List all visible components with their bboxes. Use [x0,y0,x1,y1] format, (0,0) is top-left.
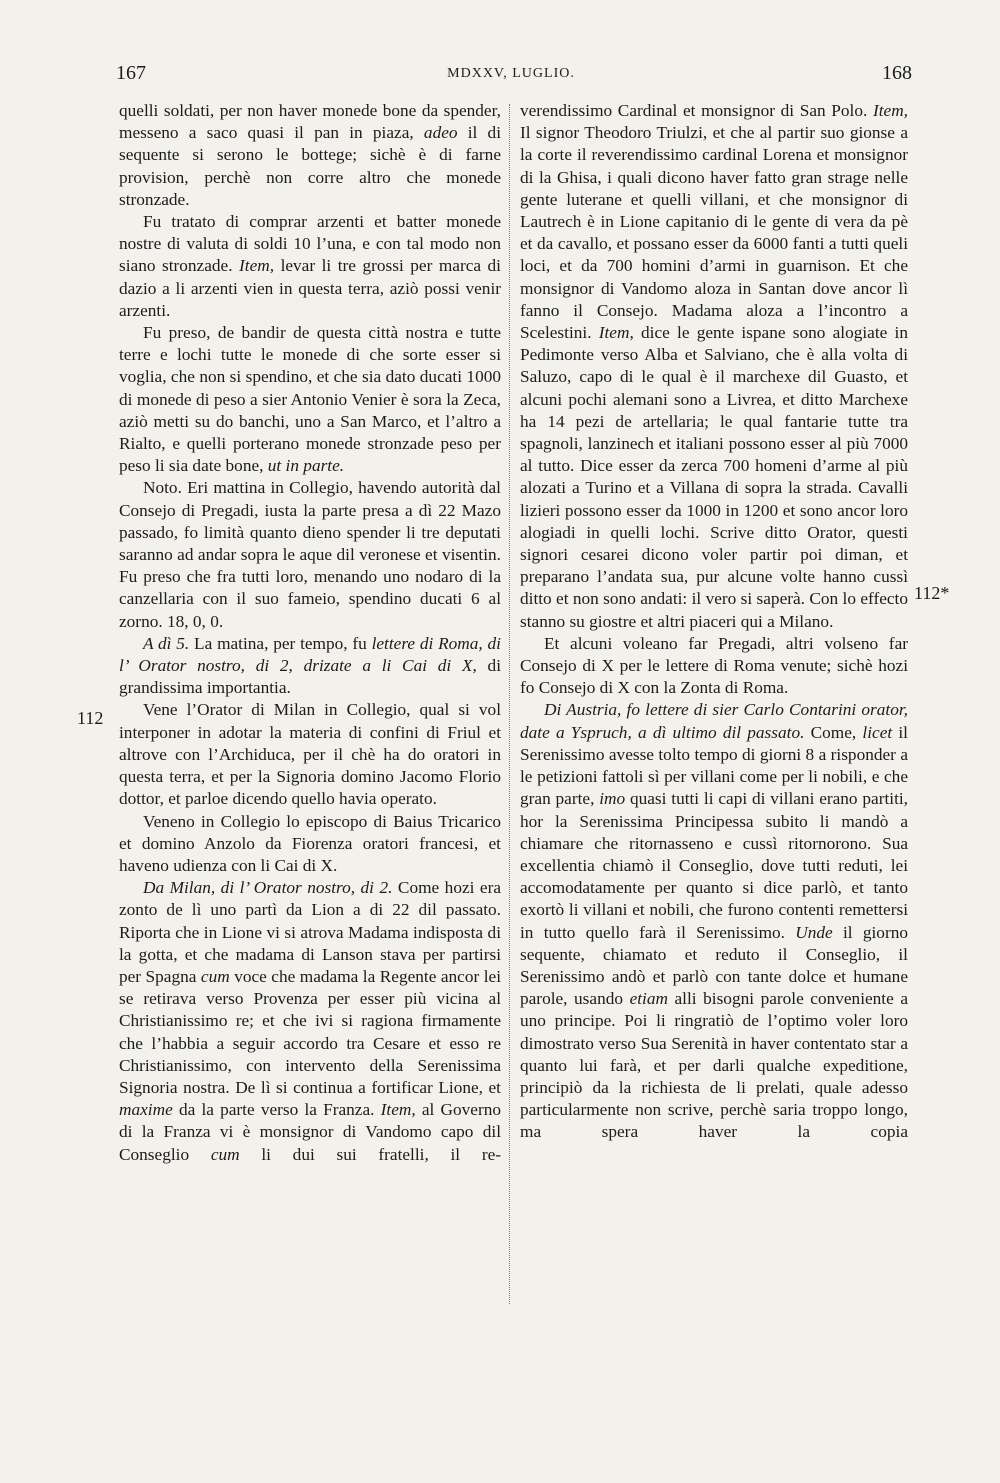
text-run: Noto. Eri mattina in Collegio, havendo autorità dal Consejo di Pregadi, iusta la parte presa a dì 22 Mazo passado, fo limità quanto dieno spender li tre deputati saranno ad andar sopra le aque dil veronese et visentin. Fu preso che fra tutti loro, menando uno nodaro di la canzellaria con il suo fameio, spendino ducati 6 al zorno. 18, 0, 0. [119,478,501,631]
paragraph [520,100,908,633]
italic-text: cum [210,1144,240,1164]
italic-text: cum [200,966,230,986]
text-run: di grandissima importantia. [119,656,501,698]
paragraph [119,322,501,477]
text-run: il giorno sequente, chiamato et reduto il Conseglio, il Serenissimo andò et parlò con tante dolce et humane parole, usando [520,922,908,1009]
italic-text: Di Austria, fo lettere di sier Carlo Contarini orator, date a Yspruch, a dì ultimo dil passato. [520,700,908,742]
italic-text: Item, [380,1100,416,1120]
text-run: il Serenissimo avesse tolto tempo di giorni 8 a risponder a le petizioni fattoli sì per villani come per li nobili, e che gran parte, [520,722,908,809]
text-run: Come, [804,722,863,742]
italic-text: Item, [598,323,634,343]
paragraph [119,477,501,632]
italic-text: lettere di Roma, di l’ Orator nostro, di 2, drizate a li Cai di X, [119,633,501,676]
text-run: Il signor Theodoro Triulzi, et che al partir suo gionse a la corte il reverendissimo cardinal Lorena et monsignor di la Ghisa, i quali dicono haver fatto gran strage nelle gente luterane et quelli villani, et che monsignor di Lautrech è in Lione capitanio di le gente di vera da pè et da cavallo, et possano esser da 6000 fanti a tutti queli loci, et da 700 homini d’armi in guarnison. Et che monsignor di Vandomo aloza in Santan dove ancor lì fanno il Consejo. Madama aloza a l’incontro a Scelestini. [520,123,908,343]
text-run: voce che madama la Regente ancor lei se retirava verso Provenza per esser più vicina al Christianissimo re; et che ivi si ragiona firmamente che l’habbia a seguir accordo tra Cesare et esso re Christianissimo, con intervento della Serenissima Signoria nostra. De lì si continua a fortificar Lione, et [119,966,501,1097]
text-run: Come hozi era zonto de lì uno partì da Lion a di 22 dil passato. Riporta che in Lione vi si atrova Madama indisposta di la gotta, et che madama di Lanson stava per partirsi per Spagna [119,878,502,986]
text-run: da la parte verso la Franza. [172,1100,381,1120]
text-run: quelli soldati, per non haver monede bone da spender, messeno a saco quasi il pan in piaza, [119,101,501,143]
text-run: levar li tre grossi per marca di dazio a li arzenti vien in questa terra, aziò possi venir arzenti. [119,256,501,320]
text-run: La matina, per tempo, fu [189,633,372,653]
italic-text: Da Milan, di l’ Orator nostro, di 2. [143,878,393,898]
paragraph [520,699,908,1143]
paragraph [119,877,501,1166]
italic-text: Item, [872,101,908,120]
paragraph [119,100,501,211]
italic-text: licet [862,722,893,742]
text-run: Et alcuni voleano far Pregadi, altri volseno far Consejo di X per le lettere di Roma venute; sichè hozi fo Consejo di X con la Zonta di Roma. [520,633,908,698]
column-divider [509,104,511,1304]
text-run: Vene l’Orator di Milan in Collegio, qual si vol interponer in adotar la materia di confini di Friul et altrove con l’Archiduca, per il chè ha do oratori in questa terra, et per la Signoria domino Jacomo Florio dottor, et parloe dicendo quello havia operato. [119,700,501,809]
text-run: Veneno in Collegio lo episcopo di Baius Tricarico et domino Anzolo da Fiorenza oratori francesi, et haveno udienza con li Cai di X. [119,811,501,875]
text-run: verendissimo Cardinal et monsignor di San Polo. [520,101,873,120]
italic-text: A dì 5. [143,633,190,653]
text-run: dice le gente ispane sono alogiate in Pedimonte verso Alba et Salviano, che è alla volta di Saluzo, capo di le qual è il marchexe dil Guasto, et alcuni pochi alemani sono a Livrea, et ditto Marchexe ha 14 pezi de artellaria; le qual fantarie tutte tra spagnoli, lanzinech et italiani possono esser al più 7000 al tutto. Dice esser da zerca 700 homeni d’arme al più alozati a Turino et a Villana di sopra la strada. Cavalli lizieri possono esser da 1000 in 1200 et sono ancor loro alogiadi in quelli lochi. Scrive ditto Orator, questi signori cesarei dicono voler partir poi diman, et preparano l’andata sua, pur alcune volte hanno cussì ditto et non sono andati: il vero si saperà. Con lo effecto stanno su giostre et altri piaceri qui a Milano. [520,323,908,631]
text-run: li dui sui fratelli, il re- [239,1144,501,1164]
running-title: MDXXV, LUGLIO. [447,66,575,81]
italic-text: Unde [795,922,833,942]
text-run: al Governo di la Franza vi è monsignor di Vandomo capo dil Conseglio [119,1100,501,1164]
left-column [119,100,501,1166]
italic-text: ut in parte. [267,456,345,476]
paragraph [119,211,501,322]
italic-text: Item, [239,256,275,276]
text-run: Fu preso, de bandir de questa città nostra e tutte terre e lochi tutte le monede di che sorte esser si voglia, che non si spendino, et che sia dato ducati 1000 di monede di peso a sier Antonio Venier è sora la Zeca, aziò metti su do banchi, uno a San Marco, et l’altro a Rialto, e quelli porterano monede stronzade peso per peso li sia date bone, [119,323,501,476]
text-run: alli bisogni parole conveniente a uno principe. Poi li ringratiò de l’optimo voler loro dimostrato verso Sua Serenità in haver contentato star a quanto lui farà, et per darli qualche expeditione, principiò da la richiesta de li prelati, quale adesso particularmente non scrive, perchè saria troppo longo, ma spera haver la copia [520,989,908,1142]
text-run: quasi tutti li capi di villani erano partiti, hor la Serenissima Principessa subito li mandò a chiamare che ritornasseno e cussì ritornorono. Sua excellentia chiamò il Conseglio, dove tutti reduti, lei accomodatamente per quanto si dice parlò, et tanto exortò li villani et nobili, che furono contenti remettersi in tutto quello farà il Serenissimo. [520,789,908,942]
margin-note-left: 112 [77,708,104,728]
page-number-right: 168 [882,62,912,84]
right-column [520,100,908,1144]
italic-text: adeo [423,123,458,143]
italic-text: imo [599,789,626,809]
margin-note-right: 112* [914,583,950,603]
text-run: il di sequente si serono le bottege; sichè è di farne provision, perchè non corre altro che monede stronzade. [119,123,502,209]
page-number-left: 167 [116,62,146,84]
text-run: Fu tratato di comprar arzenti et batter monede nostre di valuta di soldi 10 l’una, e con tal modo non siano stronzade. [119,212,501,276]
page-header [110,62,912,92]
paragraph [119,633,501,700]
paragraph [520,633,908,700]
paragraph [119,811,501,878]
italic-text: etiam [629,989,668,1009]
paragraph [119,699,501,810]
italic-text: maxime [119,1100,173,1120]
